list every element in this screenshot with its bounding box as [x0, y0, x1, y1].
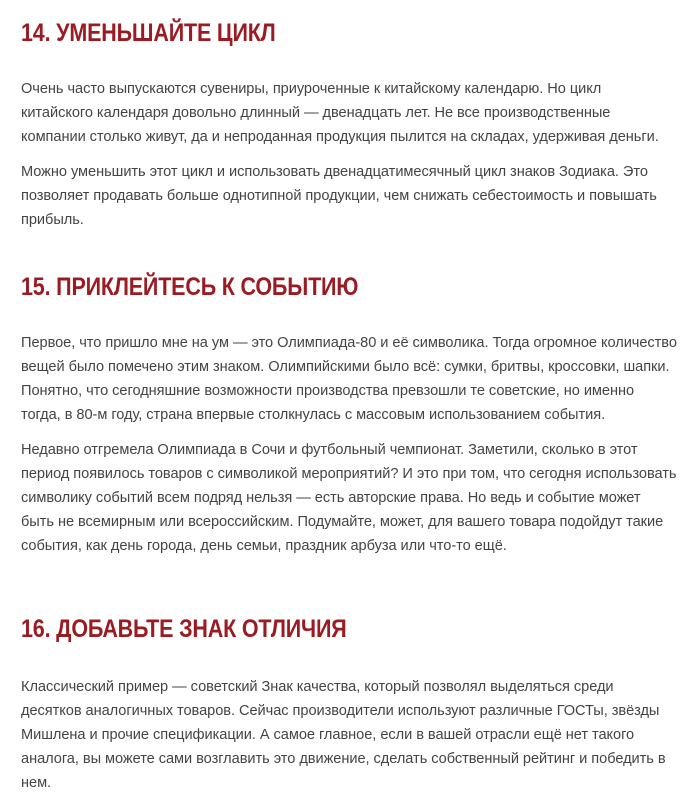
paragraph: Можно уменьшить этот цикл и использовать двенадцатимесячный цикл знаков Зодиака. Это позволяет продавать больше однотипной продукции, чем снижать себестоимость и повышать прибыль.: [21, 164, 657, 228]
paragraph: Первое, что пришло мне на ум — это Олимпиада-80 и её символика. Тогда огромное количество вещей было помечено этим знаком. Олимпийскими было всё: сумки, бритвы, кроссовки, шапки. Понятно, что сегодняшние возможности производства превзошли те советские, но именно тогда, в 80-м году, страна впервые столкнулась с массовым использованием события.: [21, 335, 677, 423]
section-heading-wrap: [21, 18, 677, 48]
paragraph: Очень часто выпускаются сувениры, приуроченные к китайскому календарю. Но цикл китайского календаря довольно длинный — двенадцать лет. Не все производственные компании столько живут, да и непроданная продукция пылится на складах, удерживая деньги.: [21, 81, 659, 145]
section-16: [21, 614, 677, 644]
section-heading-wrap: [21, 614, 677, 644]
section-heading: 15. ПРИКЛЕЙТЕСЬ К СОБЫТИЮ: [21, 273, 359, 301]
paragraph: Недавно отгремела Олимпиада в Сочи и футбольный чемпионат. Заметили, сколько в этот период появилось товаров с символикой мероприятий? И это при том, что сегодня использовать символику событий всем подряд нельзя — есть авторские права. Но ведь и событие может быть не всемирным или всероссийским. Подумайте, может, для вашего товара подойдут такие события, как день города, день семьи, праздник арбуза или что-то ещё.: [21, 442, 677, 554]
section-heading: 16. ДОБАВЬТЕ ЗНАК ОТЛИЧИЯ: [21, 615, 347, 643]
section-14-body: [21, 77, 677, 232]
section-15-body: [21, 331, 677, 558]
paragraph: Классический пример — советский Знак качества, который позволял выделяться среди десятков аналогичных товаров. Сейчас производители используют различные ГОСТы, звёзды Мишлена и прочие спецификации. А самое главное, если в вашей отрасли ещё нет такого аналога, вы можете сами возглавить это движение, сделать собственный рейтинг и победить в нем.: [21, 679, 666, 791]
section-heading-wrap: [21, 272, 677, 302]
section-15: [21, 272, 677, 302]
section-16-body: [21, 675, 677, 795]
section-heading: 14. УМЕНЬШАЙТЕ ЦИКЛ: [21, 19, 276, 47]
section-14: [21, 18, 677, 48]
